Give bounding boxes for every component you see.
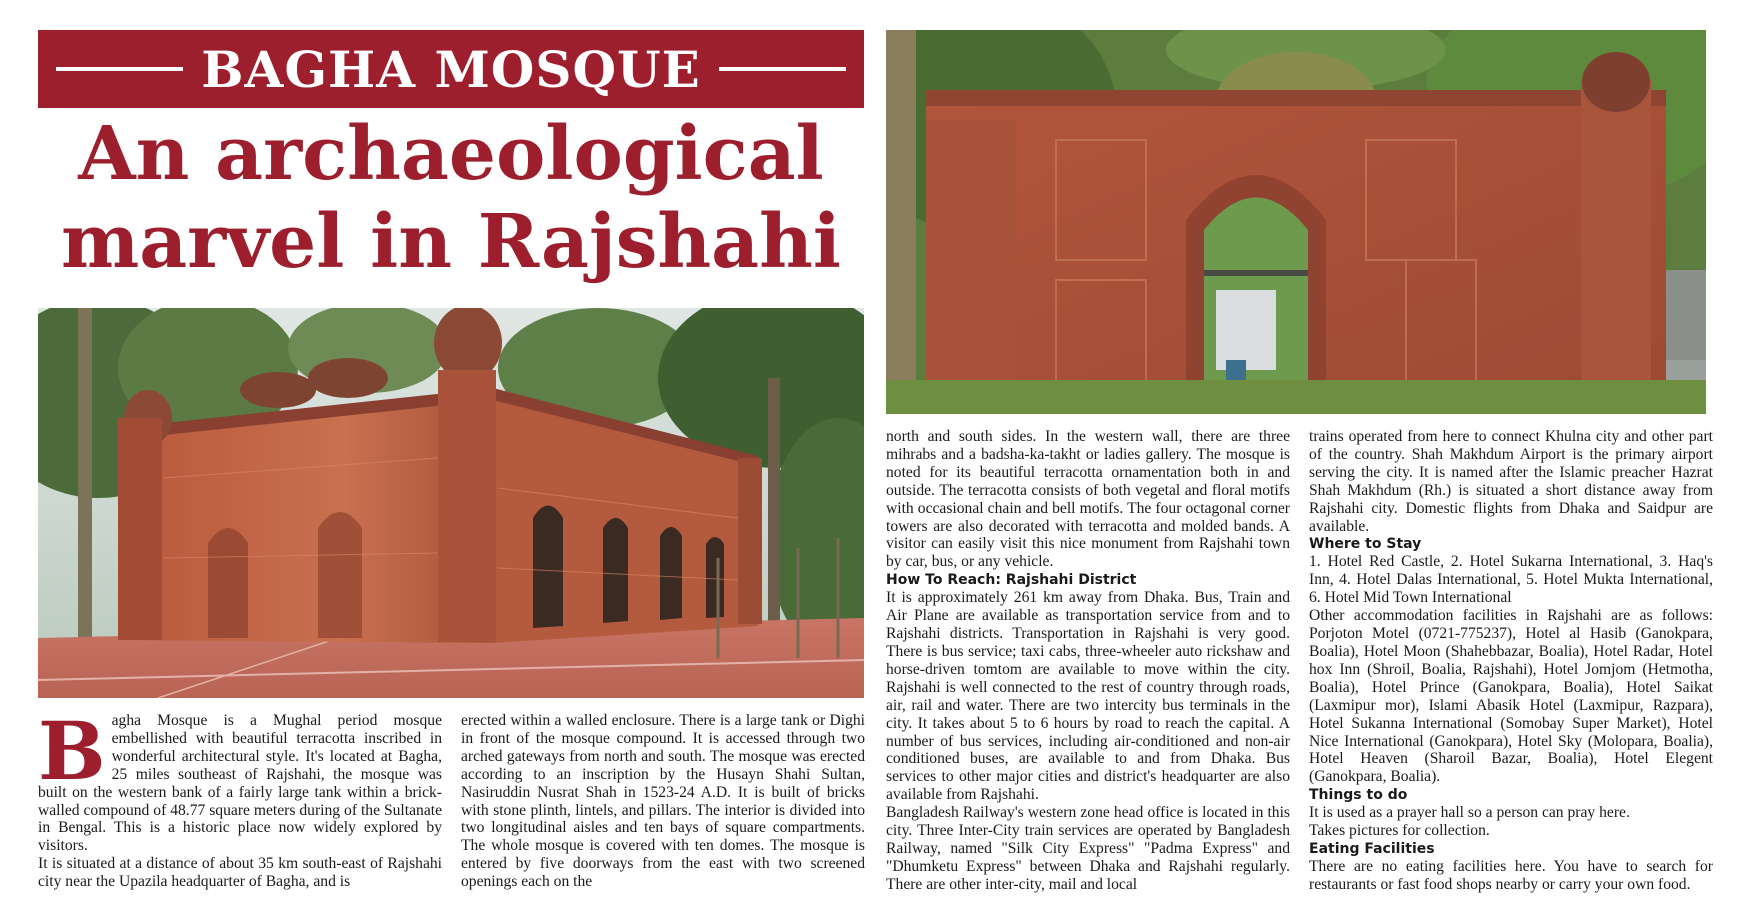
article-column-2 xyxy=(461,712,865,891)
article-paragraph: Bangladesh Railway's western zone head office is located in this city. Three Inter-City train services are operated by Bangladesh Railway, named "Silk City Express" "Padma Express" and "Dhumketu Express" between Dhaka and Rajshahi regularly. There are other inter-city, mail and local xyxy=(886,804,1290,893)
article-column-4 xyxy=(1309,428,1713,894)
article-paragraph: Other accommodation facilities in Rajshahi are as follows: Porjoton Motel (0721-775237), Hotel al Hasib (Ganokpara, Boalia), Hotel Moon (Shahebbazar, Boalia), Hotel Radar, Hotel hox Inn (Shroil, Boalia, Rajshahi), Hotel Jomjom (Hetmotha, Boalia), Hotel Prince (Ganokpara, Boalia), Hotel Saikat (Laxmipur mor), Islami Abasik Hotel (Laxmipur, Razpara), Hotel Sukanna International (Somobay Super Market), Hotel Nice International (Ganokpara), Hotel Sky (Molopara, Boalia), Hotel Heaven (Sharoil Bazar, Boalia), Hotel Elegent (Ganokpara, Boalia). xyxy=(1309,607,1713,786)
article-paragraph: north and south sides. In the western wall, there are three mihrabs and a badsha-ka-takht or ladies gallery. The mosque is noted for its beautiful terracotta ornamentation both in and outside. The terracotta consists of both vegetal and floral motifs with occasional chain and bell motifs. The four octagonal corner towers are also decorated with terracotta and molded bands. A visitor can easily visit this nice monument from Rajshahi town by car, bus, or any vehicle. xyxy=(886,428,1290,571)
article-paragraph: agha Mosque is a Mughal period mosque embellished with beautiful terracotta inscribed in wonderful architectural style. It's located at Bagha, 25 miles southeast of Rajshahi, the mosque was built on the western bank of a fairly large tank within a brick-walled compound of 48.77 square meters during of the Sultanate in Bengal. This is a historic place now widely explored by visitors. xyxy=(38,712,442,855)
article-paragraph: It is used as a prayer hall so a person can pray here. xyxy=(1309,804,1630,822)
mosque-gateway-photo xyxy=(886,30,1706,414)
subhead-how-to-reach: How To Reach: Rajshahi District xyxy=(886,572,1137,589)
subhead-eating-facilities: Eating Facilities xyxy=(1309,841,1435,858)
article-paragraph: trains operated from here to connect Khulna city and other part of the country. Shah Makhdum Airport is the primary airport serving the city. It is named after the Islamic preacher Hazrat Shah Makhdum (Rh.) is situated a short distance away from Rajshahi city. Domestic flights from Dhaka and Saidpur are available. xyxy=(1309,428,1713,535)
headline: An archaeological marvel in Rajshahi xyxy=(60,111,842,285)
article-paragraph: There are no eating facilities here. You have to search for restaurants or fast food shops nearby or carry your own food. xyxy=(1309,858,1713,893)
mosque-exterior-photo xyxy=(38,308,864,698)
section-banner xyxy=(38,30,864,108)
section-label: BAGHA MOSQUE xyxy=(201,39,701,99)
article-paragraph: erected within a walled enclosure. There is a large tank or Dighi in front of the mosque compound. It is accessed through two arched gateways from north and south. The mosque was erected according to an inscription by the Husayn Shahi Sultan, Nasiruddin Nusrat Shah in 1523-24 A.D. It is built of bricks with stone plinth, lintels, and pillars. The interior is divided into two longitudinal aisles and ten bays of square compartments. The whole mosque is covered with ten domes. The mosque is entered by five doorways from the east with two screened openings each on the xyxy=(461,712,865,891)
subhead-where-to-stay: Where to Stay xyxy=(1309,536,1422,553)
subhead-things-to-do: Things to do xyxy=(1309,787,1408,804)
article-column-3 xyxy=(886,428,1290,894)
banner-rule-right xyxy=(719,67,846,71)
drop-cap: B xyxy=(38,704,106,798)
article-paragraph: It is situated at a distance of about 35 km south-east of Rajshahi city near the Upazila headquarter of Bagha, and is xyxy=(38,855,442,891)
article-paragraph: Takes pictures for collection. xyxy=(1309,822,1490,840)
article-paragraph: It is approximately 261 km away from Dhaka. Bus, Train and Air Plane are available as transportation service from and to Rajshahi districts. Transportation in Rajshahi is very good. There is bus service; taxi cabs, three-wheeler auto rickshaw and horse-driven tomtom are available to move within the city. Rajshahi is well connected to the rest of country through roads, air, rail and water. There are two intercity bus terminals in the city. It takes about 5 to 6 hours by road to reach the capital. A number of bus services, including air-conditioned and non-air conditioned buses, are available to and from Dhaka. Bus services to other major cities and district's headquarter are also available from Rajshahi. xyxy=(886,589,1290,804)
article-column-1 xyxy=(38,704,442,891)
article-paragraph: 1. Hotel Red Castle, 2. Hotel Sukarna International, 3. Haq's Inn, 4. Hotel Dalas International, 5. Hotel Mukta International, 6. Hotel Mid Town International xyxy=(1309,553,1713,607)
banner-rule-left xyxy=(56,67,183,71)
